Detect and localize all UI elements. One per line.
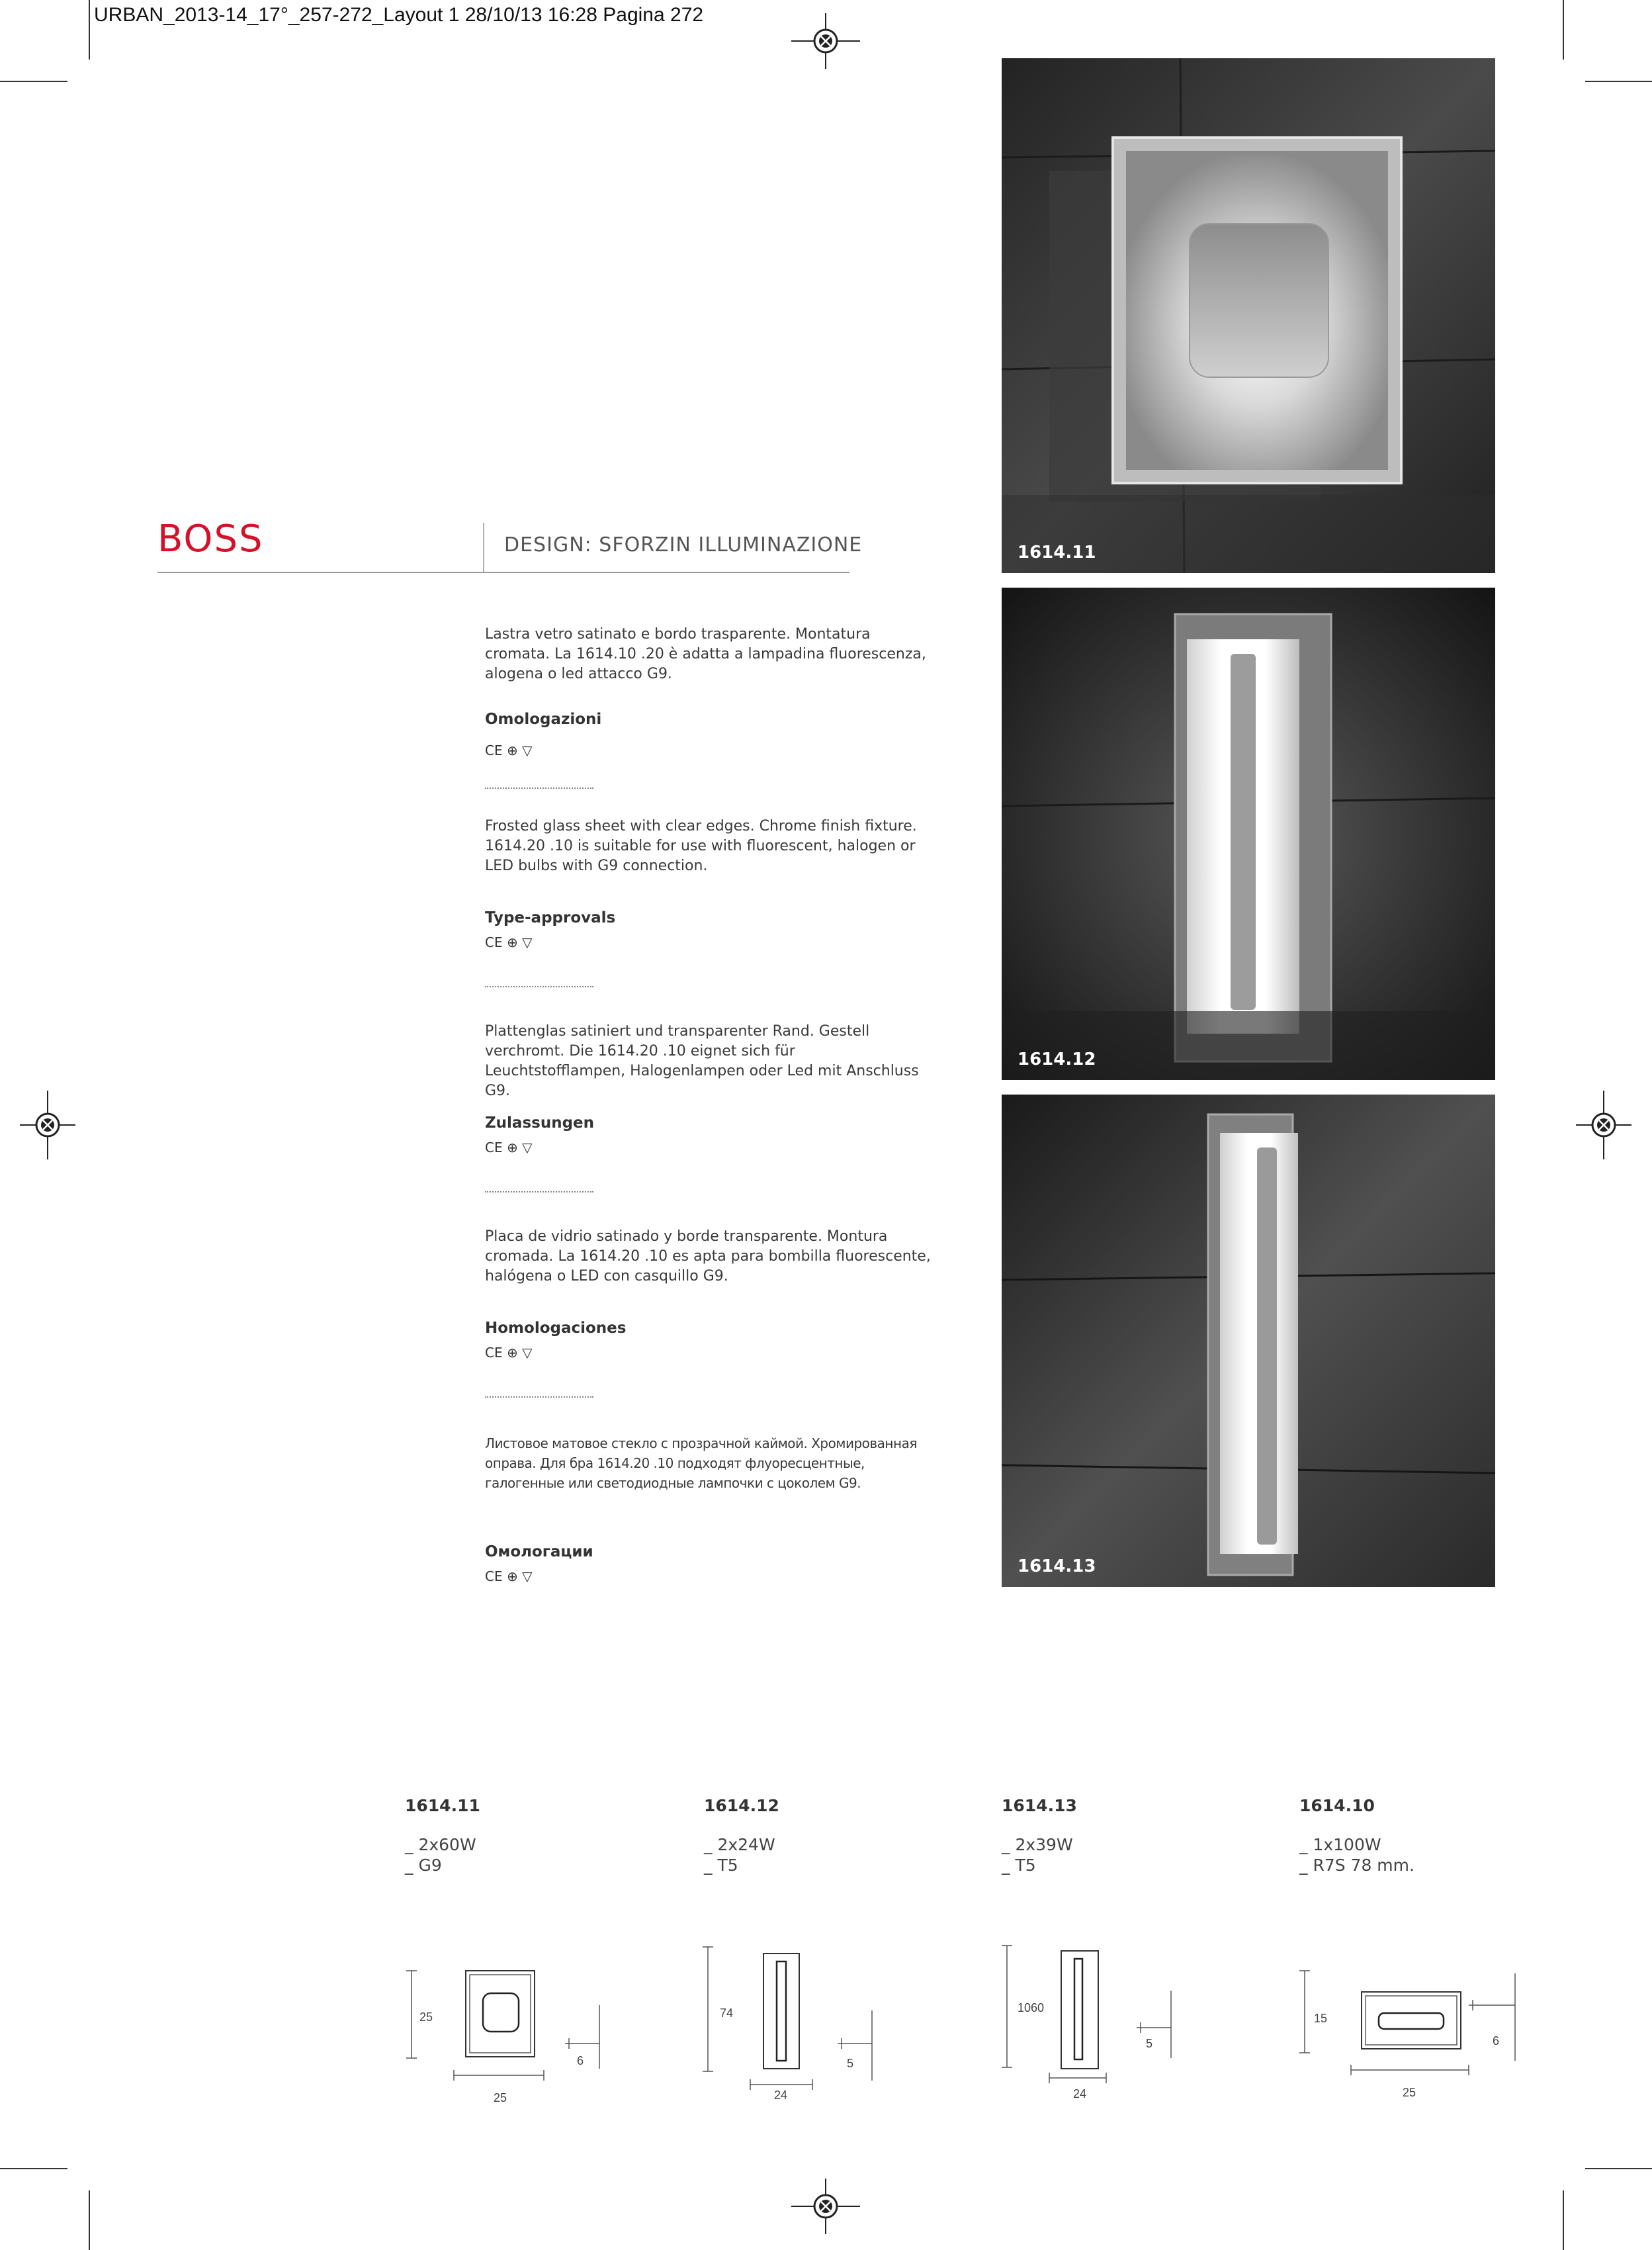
product-photo-1614-13: [1002, 1095, 1495, 1587]
model-code: 1614.13: [1002, 1796, 1077, 1815]
photo-code-label: 1614.11: [1018, 543, 1096, 562]
crop-mark: [1563, 0, 1564, 60]
product-photo-1614-12: [1002, 588, 1495, 1080]
product-photo-1614-11: [1002, 58, 1495, 573]
registration-mark-icon: [791, 13, 860, 69]
certification-marks-icon: CE ⊕ ▽: [485, 934, 533, 950]
tall-wall-lamp-photo: [1002, 1095, 1495, 1587]
model-code: 1614.12: [704, 1796, 779, 1815]
approvals-label-de: Zulassungen: [485, 1114, 595, 1132]
designer-credit: DESIGN: SFORZIN ILLUMINAZIONE: [504, 533, 863, 557]
crop-mark: [89, 2190, 90, 2250]
product-family-title: BOSS: [157, 518, 264, 561]
dim-height: 25: [419, 2010, 433, 2024]
approvals-label-es: Homologaciones: [485, 1320, 627, 1337]
dimension-drawing-1614-13: [995, 1940, 1213, 2112]
section-divider: [485, 986, 593, 987]
dim-width: 24: [774, 2089, 788, 2102]
header-divider: [483, 523, 484, 573]
certification-marks-icon: CE ⊕ ▽: [485, 742, 533, 758]
dim-depth: 6: [1493, 2034, 1500, 2048]
description-ru: Листовое матовое стекло с прозрачной каймой. Хромированная оправа. Для бра 1614.20 .10 подходят флуоресцентные, галогенные или светодиодные лампочки с цоколем G9.: [485, 1435, 917, 1491]
approvals-label-en: Type-approvals: [485, 909, 616, 926]
model-code: 1614.11: [405, 1796, 480, 1815]
description-en: Frosted glass sheet with clear edges. Chrome finish fixture. 1614.20 .10 is suitable for use with fluorescent, halogen or LED bulbs with G9 connection.: [485, 818, 917, 874]
registration-mark-icon: [20, 1091, 75, 1159]
approvals-label-ru: Омологации: [485, 1543, 593, 1560]
print-slug: URBAN_2013-14_17°_257-272_Layout 1 28/10/13 16:28 Pagina 272: [94, 4, 704, 26]
crop-mark: [89, 0, 90, 60]
dim-width: 25: [1403, 2086, 1416, 2099]
model-code: 1614.10: [1299, 1796, 1375, 1815]
model-lamp-type: _ T5: [704, 1856, 738, 1875]
square-wall-lamp-photo: [1002, 58, 1495, 573]
model-wattage: _ 2x39W: [1002, 1835, 1073, 1854]
dim-depth: 6: [577, 2054, 584, 2067]
model-lamp-type: _ R7S 78 mm.: [1299, 1856, 1414, 1875]
crop-mark: [1585, 81, 1652, 82]
section-divider: [485, 1191, 593, 1192]
description-de: Plattenglas satiniert und transparenter Rand. Gestell verchromt. Die 1614.20 .10 eignet sich für Leuchtstofflampen, Halogenlampen oder Led mit Anschluss G9.: [485, 1023, 919, 1099]
registration-mark-icon: [1576, 1091, 1631, 1159]
photo-code-label: 1614.13: [1018, 1556, 1096, 1576]
photo-code-label: 1614.12: [1018, 1050, 1096, 1069]
crop-mark: [1585, 2168, 1652, 2169]
dim-height: 74: [720, 2006, 734, 2020]
model-wattage: _ 2x24W: [704, 1835, 775, 1854]
dim-depth: 5: [847, 2057, 854, 2070]
vertical-wall-lamp-photo: [1002, 588, 1495, 1080]
registration-mark-icon: [791, 2179, 860, 2234]
dim-height: 1060: [1018, 2001, 1045, 2014]
model-wattage: _ 1x100W: [1299, 1835, 1381, 1854]
dimension-drawing-1614-11: [401, 1952, 619, 2111]
crop-mark: [1563, 2190, 1564, 2250]
model-lamp-type: _ T5: [1002, 1856, 1036, 1875]
dim-height: 15: [1314, 2012, 1328, 2025]
dim-depth: 5: [1146, 2037, 1153, 2050]
crop-mark: [0, 81, 67, 82]
model-wattage: _ 2x60W: [405, 1835, 476, 1854]
dim-width: 24: [1073, 2087, 1087, 2100]
crop-mark: [0, 2168, 67, 2169]
section-divider: [485, 788, 593, 789]
dimension-drawing-1614-10: [1293, 1959, 1531, 2111]
model-lamp-type: _ G9: [405, 1856, 442, 1875]
certification-marks-icon: CE ⊕ ▽: [485, 1140, 533, 1155]
section-divider: [485, 1396, 593, 1398]
approvals-label-it: Omologazioni: [485, 711, 602, 728]
certification-marks-icon: CE ⊕ ▽: [485, 1568, 533, 1584]
description-it: Lastra vetro satinato e bordo trasparente. Montatura cromata. La 1614.10 .20 è adatta a lampadina fluorescenza, alogena o led attacco G9.: [485, 626, 926, 682]
dimension-drawing-1614-12: [697, 1942, 916, 2114]
header-rule: [157, 572, 849, 573]
certification-marks-icon: CE ⊕ ▽: [485, 1345, 533, 1361]
description-es: Placa de vidrio satinado y borde transparente. Montura cromada. La 1614.20 .10 es apta para bombilla fluorescente, halógena o LED con casquillo G9.: [485, 1228, 931, 1284]
dim-width: 25: [494, 2091, 507, 2104]
